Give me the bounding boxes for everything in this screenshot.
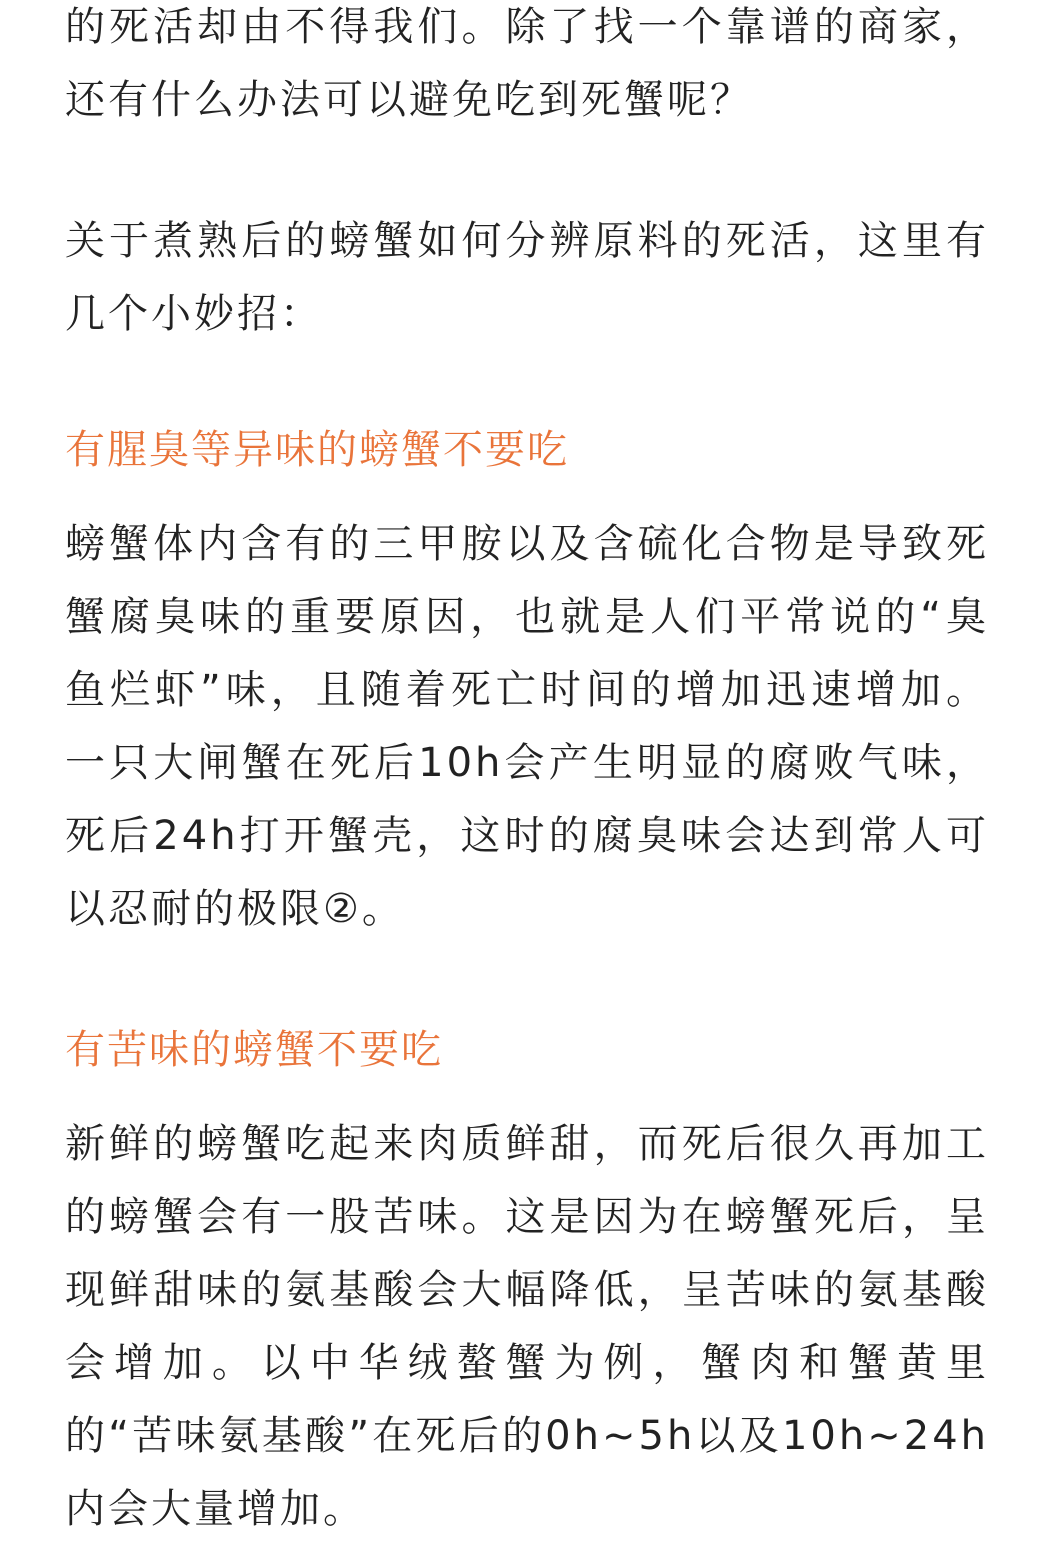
section-heading-smell: 有腥臭等异味的螃蟹不要吃: [65, 427, 569, 473]
section-body-smell: 螃蟹体内含有的三甲胺以及含硫化合物是导致死蟹腐臭味的重要原因，也就是人们平常说的“臭鱼烂虾”味，且随着死亡时间的增加迅速增加。一只大闸蟹在死后10h会产生明显的腐败气味，死后24h打开蟹壳，这时的腐臭味会达到常人可以忍耐的极限②。: [65, 521, 989, 932]
section-body-bitter: 新鲜的螃蟹吃起来肉质鲜甜，而死后很久再加工的螃蟹会有一股苦味。这是因为在螃蟹死后，呈现鲜甜味的氨基酸会大幅降低，呈苦味的氨基酸会增加。以中华绒螯蟹为例，蟹肉和蟹黄里的“苦味氨基酸”在死后的0h~5h以及10h~24h内会大量增加。: [65, 1121, 989, 1532]
tips-intro-paragraph: 关于煮熟后的螃蟹如何分辨原料的死活，这里有几个小妙招：: [65, 218, 989, 337]
section-heading-bitter: 有苦味的螃蟹不要吃: [65, 1027, 443, 1073]
intro-paragraph: 的死活却由不得我们。除了找一个靠谱的商家，还有什么办法可以避免吃到死蟹呢？: [65, 4, 989, 123]
